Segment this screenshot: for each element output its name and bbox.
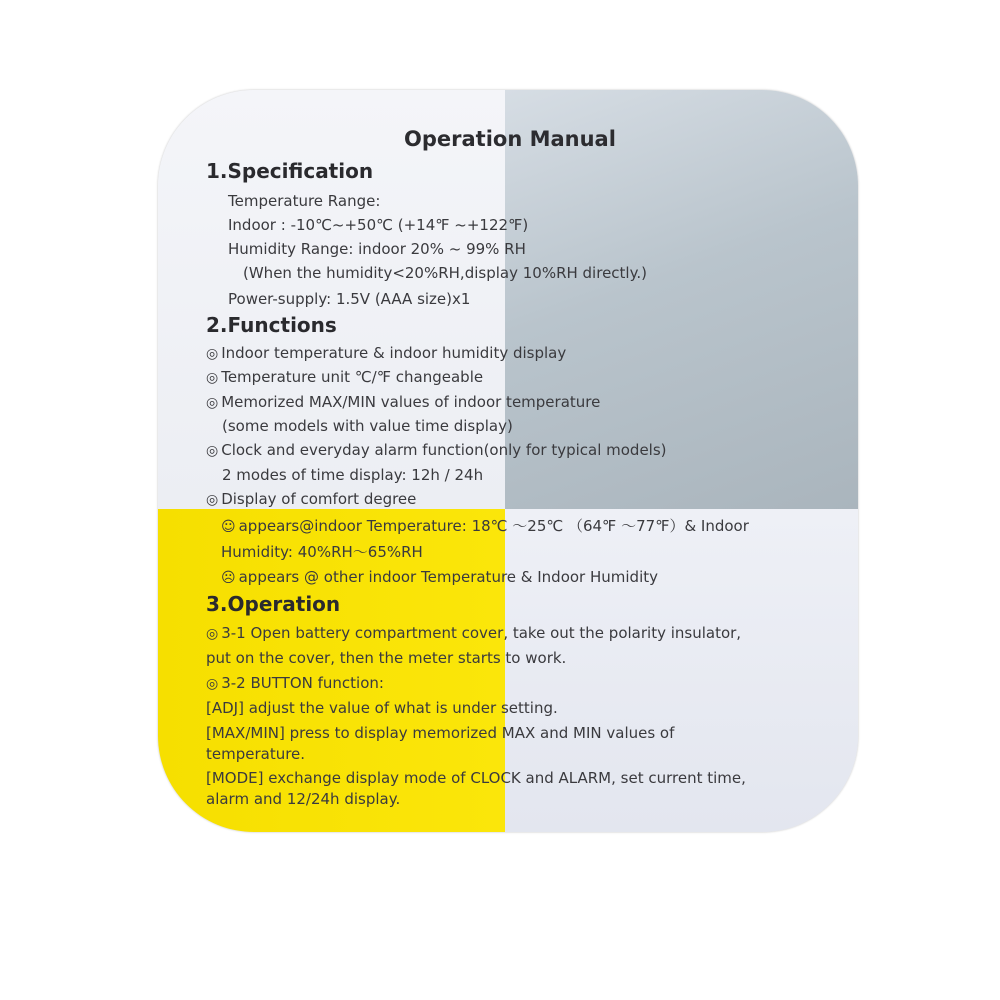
function-item: ◎ Memorized MAX/MIN values of indoor temperature <box>206 393 601 411</box>
operation-line: [ADJ] adjust the value of what is under setting. <box>206 699 558 717</box>
operation-line: put on the cover, then the meter starts to work. <box>206 649 567 667</box>
operation-line: ◎ 3-2 BUTTON function: <box>206 674 384 692</box>
operation-line: alarm and 12/24h display. <box>206 790 401 808</box>
function-item: ◎ Display of comfort degree <box>206 490 417 508</box>
function-item: ◎ Clock and everyday alarm function(only for typical models) <box>206 441 667 459</box>
function-item-continued: 2 modes of time display: 12h / 24h <box>222 466 484 484</box>
bullet-icon: ◎ <box>206 370 219 386</box>
bullet-icon: ◎ <box>206 626 219 642</box>
comfort-item: ☹ appears @ other indoor Temperature & Indoor Humidity <box>221 568 659 586</box>
bullet-icon: ◎ <box>206 346 219 362</box>
spec-line: Humidity Range: indoor 20% ~ 99% RH <box>228 240 526 258</box>
function-item: ◎ Temperature unit ℃/℉ changeable <box>206 368 484 386</box>
bullet-icon: ◎ <box>206 492 219 508</box>
section-specification-heading: 1.Specification <box>206 159 374 183</box>
spec-line: Power-supply: 1.5V (AAA size)x1 <box>228 290 471 308</box>
operation-line: [MAX/MIN] press to display memorized MAX and MIN values of <box>206 724 675 742</box>
bullet-icon: ◎ <box>206 443 219 459</box>
manual-title: Operation Manual <box>404 127 616 151</box>
comfort-item: ☺ appears@indoor Temperature: 18℃ ～25℃ （64℉ ～77℉）& Indoor <box>221 517 749 535</box>
bullet-icon: ◎ <box>206 676 219 692</box>
comfort-item-continued: Humidity: 40%RH～65%RH <box>221 543 423 561</box>
spec-line: Indoor : -10℃~+50℃ (+14℉ ~+122℉) <box>228 216 529 234</box>
function-item: ◎ Indoor temperature & indoor humidity display <box>206 344 567 362</box>
section-functions-heading: 2.Functions <box>206 313 337 337</box>
section-operation-heading: 3.Operation <box>206 592 341 616</box>
operation-line: [MODE] exchange display mode of CLOCK and ALARM, set current time, <box>206 769 746 787</box>
spec-line: (When the humidity<20%RH,display 10%RH directly.) <box>243 264 647 282</box>
function-item-continued: (some models with value time display) <box>222 417 513 435</box>
spec-line: Temperature Range: <box>228 192 381 210</box>
smiley-sad-icon: ☹ <box>221 570 236 586</box>
smiley-happy-icon: ☺ <box>221 519 236 535</box>
bullet-icon: ◎ <box>206 395 219 411</box>
operation-line: temperature. <box>206 745 306 763</box>
operation-line: ◎ 3-1 Open battery compartment cover, take out the polarity insulator, <box>206 624 742 642</box>
